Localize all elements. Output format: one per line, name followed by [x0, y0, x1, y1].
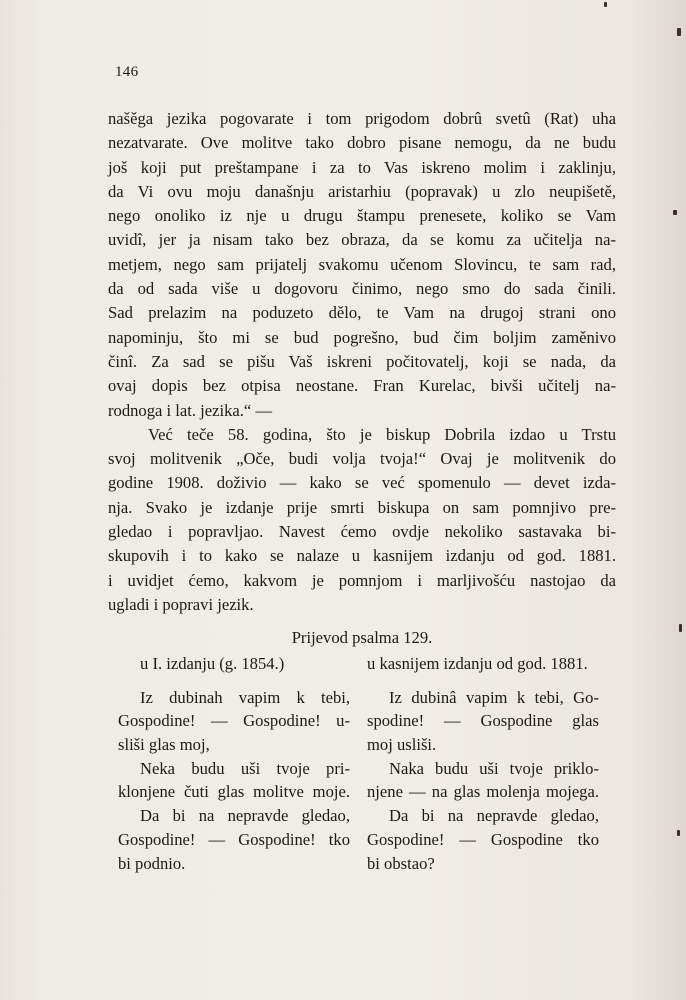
text-line: gledao i popravljao. Navest ćemo ovdje nekoliko sastavaka bi-: [108, 522, 616, 542]
text-line: rodnoga i lat. jezika.“ —: [108, 400, 273, 420]
text-line: nezatvarate. Ove molitve tako dobro pisane nemogu, da ne budu: [108, 133, 616, 153]
text-line: Sad prelazim na poduzeto dělo, te Vam na drugoj strani ono: [108, 303, 616, 323]
verse-line: Da bi na nepravde gledao,: [389, 806, 599, 826]
ink-speck: [677, 28, 681, 36]
page-number: 146: [115, 64, 139, 80]
text-line: da od sada više u dogovoru činimo, nego smo do sada činili.: [108, 279, 616, 299]
verse-line: njene — na glas molenja mojega.: [367, 782, 599, 802]
main-text: [108, 107, 616, 617]
psalm-title: Prijevod psalma 129.: [291, 628, 433, 647]
text-line: nja. Svako je izdanje prije smrti biskupa on sam pomnjivo pre-: [108, 497, 616, 517]
verse-line: bi obstao?: [367, 853, 435, 873]
verse-line: Iz dubinâ vapim k tebi, Go-: [389, 687, 599, 707]
text-line: skupovih i to kako se nalaze u kasnijem izdanju od god. 1881.: [108, 546, 616, 566]
text-line: i uvidjet ćemo, kakvom je pomnjom i marljivošću nastojao da: [108, 570, 616, 590]
text-line: da Vi ovu moju današnju aristarhiu (popravak) u zlo neupišetě,: [108, 181, 616, 201]
verse-line: bi podnio.: [118, 853, 186, 873]
verse-line: klonjene čuti glas molitve moje.: [118, 782, 350, 802]
psalm-column-later-edition: [367, 652, 599, 875]
text-line: svoj molitvenik „Oče, budi volja tvoja!“ Ovaj je molitvenik do: [108, 449, 616, 469]
ink-speck: [604, 2, 607, 7]
text-line: nego onoliko iz nje u drugu štampu prenesete, koliko se Vam: [108, 206, 616, 226]
column-heading: u I. izdanju (g. 1854.): [140, 654, 285, 673]
ink-speck: [673, 210, 677, 215]
psalm-column-first-edition: [118, 652, 350, 875]
verse-line: Gospodine! — Gospodine tko: [367, 829, 599, 849]
text-line: uvidî, jer ja nisam tako bez obraza, da se komu za učitelja na-: [108, 230, 616, 250]
text-line: ugladi i popravi jezik.: [108, 594, 254, 614]
text-line: napominju, što mi se bud pogrešno, bud čim boljim zaměnivo: [108, 327, 616, 347]
text-line: metjem, nego sam prijatelj svakomu učenom Slovincu, te sam rad,: [108, 254, 616, 274]
text-line: Već teče 58. godina, što je biskup Dobrila izdao u Trstu: [148, 424, 616, 444]
verse-line: spodine! — Gospodine glas: [367, 711, 599, 731]
text-line: još koji put preštampane i za to Vas iskreno molim i zaklinju,: [108, 157, 616, 177]
ink-speck: [677, 830, 680, 836]
ink-speck: [679, 624, 682, 632]
verse-line: moj usliši.: [367, 735, 437, 755]
text-line: godine 1908. doživio — kako se već spomenulo — devet izda-: [108, 473, 616, 493]
paragraph-letter-quote: [108, 107, 616, 423]
verse-line: sliši glas moj,: [118, 735, 210, 755]
verse-line: Naka budu uši tvoje priklo-: [389, 758, 599, 778]
text-line: našěga jezika pogovarate i tom prigodom dobrû svetû (Rat) uha: [108, 109, 616, 128]
column-heading: u kasnijem izdanju od god. 1881.: [367, 654, 588, 673]
text-line: ovaj dopis bez otpisa neostane. Fran Kurelac, bivši učitelj na-: [108, 376, 616, 396]
paragraph-dobrila: [108, 423, 616, 617]
text-line: činî. Za sad se pišu Vaš iskreni počitovatelj, koji se nada, da: [108, 351, 616, 371]
verse-line: Da bi na nepravde gledao,: [140, 806, 350, 826]
verse-line: Gospodine! — Gospodine! u-: [118, 711, 350, 731]
verse-line: Gospodine! — Gospodine! tko: [118, 829, 350, 849]
verse-line: Iz dubinah vapim k tebi,: [140, 687, 350, 707]
verse-line: Neka budu uši tvoje pri-: [140, 758, 350, 778]
